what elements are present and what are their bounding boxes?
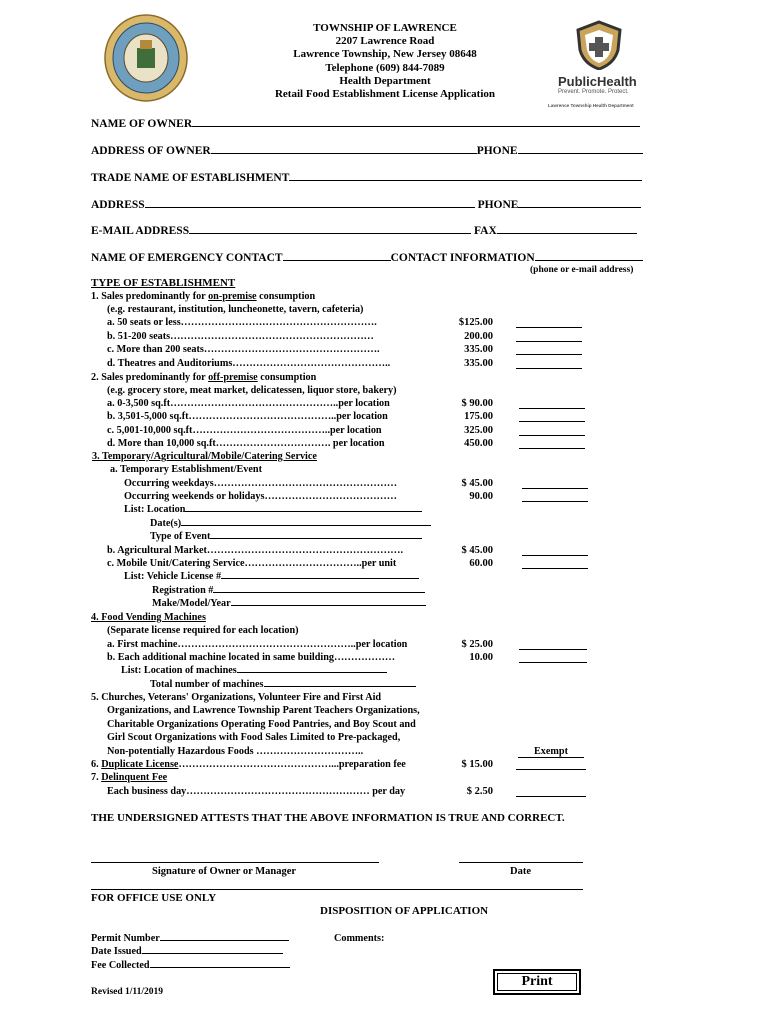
- print-button[interactable]: Print: [493, 969, 581, 995]
- s3-vehicle-label: List: Vehicle License #: [124, 571, 222, 582]
- section-3-title: 3. Temporary/Agricultural/Mobile/Catering Service: [92, 451, 317, 462]
- s1-title-pre: 1. Sales predominantly for: [91, 291, 209, 302]
- owner-name-label: NAME OF OWNER: [91, 118, 193, 130]
- s3-a: a. Temporary Establishment/Event: [110, 464, 262, 475]
- header-city: Lawrence Township, New Jersey 08648: [293, 48, 477, 61]
- s3-make-label: Make/Model/Year: [152, 598, 231, 609]
- owner-address-field[interactable]: [211, 153, 477, 154]
- owner-address-label: ADDRESS OF OWNER: [91, 145, 211, 157]
- s7-price: $ 2.50: [466, 786, 493, 797]
- section-1-eg: (e.g. restaurant, institution, luncheonette, tavern, cafeteria): [107, 304, 364, 315]
- fax-label: FAX: [473, 225, 497, 237]
- header-phone: Telephone (609) 844-7089: [325, 61, 445, 74]
- s2-price-b: 175.00: [464, 411, 493, 422]
- signature-field[interactable]: [91, 862, 379, 863]
- s2-item-a: a. 0-3,500 sq.ft…………………………………………..per location: [107, 398, 390, 409]
- logo-dept: Lawrence Township Health Department: [548, 103, 634, 108]
- office-divider: [91, 889, 583, 890]
- s5-line-1: 5. Churches, Veterans' Organizations, Volunteer Fire and First Aid: [91, 692, 382, 703]
- s2-item-d: d. More than 10,000 sq.ft……………………………. per location: [107, 438, 385, 449]
- s6-num: 6.: [91, 759, 102, 770]
- s3-make-field[interactable]: [231, 605, 426, 606]
- s3-weekdays-fee[interactable]: [522, 488, 588, 489]
- revised-date: Revised 1/11/2019: [91, 987, 164, 997]
- s2-price-a: $ 90.00: [461, 398, 493, 409]
- s1-title-post: consumption: [256, 291, 316, 302]
- s2-price-d: 450.00: [464, 438, 493, 449]
- shield-icon: [574, 20, 624, 70]
- s1-item-b: b. 51-200 seats……………………………………………………: [107, 331, 374, 342]
- s1-fee-c[interactable]: [516, 354, 582, 355]
- phone-label: PHONE: [477, 199, 519, 211]
- s5-line-5: Non-potentially Hazardous Foods …………………………..: [107, 746, 364, 757]
- emergency-label: NAME OF EMERGENCY CONTACT: [91, 252, 283, 264]
- s2-price-c: 325.00: [464, 425, 493, 436]
- public-health-logo: [546, 20, 652, 112]
- permit-field[interactable]: [160, 940, 289, 941]
- s6-rest: ………………………………………...preparation fee: [178, 759, 406, 770]
- trade-name-row: [91, 172, 642, 184]
- logo-tagline: Prevent. Promote. Protect.: [558, 89, 629, 95]
- s2-item-b: b. 3,501-5,000 sq.ft……………………………………..per location: [107, 411, 388, 422]
- owner-phone-field[interactable]: [518, 153, 643, 154]
- fee-collected-label: Fee Collected: [91, 960, 150, 971]
- s3-location-row: [124, 504, 422, 515]
- logo-brand: PublicHealth: [558, 74, 637, 89]
- s3-vehicle-field[interactable]: [221, 578, 419, 579]
- phone-field[interactable]: [518, 207, 641, 208]
- s3-registration-row: [152, 585, 425, 596]
- s4-note: (Separate license required for each location): [107, 625, 299, 636]
- address-field[interactable]: [145, 207, 475, 208]
- header-address: 2207 Lawrence Road: [335, 35, 435, 48]
- owner-address-row: [91, 145, 643, 157]
- s7-fee[interactable]: [516, 796, 586, 797]
- contact-hint: (phone or e-mail address): [530, 265, 634, 275]
- owner-name-field[interactable]: [192, 126, 640, 127]
- s4-list-field[interactable]: [237, 672, 387, 673]
- s2-fee-b[interactable]: [519, 421, 585, 422]
- email-field[interactable]: [189, 233, 471, 234]
- s2-fee-c[interactable]: [519, 435, 585, 436]
- s1-price-c: 335.00: [464, 344, 493, 355]
- date-field[interactable]: [459, 862, 583, 863]
- s4-b-fee[interactable]: [519, 662, 587, 663]
- s1-title-u: on-premise: [208, 291, 257, 302]
- address-row: [91, 199, 641, 211]
- s2-title-u: off-premise: [208, 372, 258, 383]
- comments-label: Comments:: [334, 933, 385, 944]
- s4-b-price: 10.00: [469, 652, 493, 663]
- s3-c-price: 60.00: [469, 558, 493, 569]
- issued-row: [91, 946, 283, 957]
- emergency-row: [91, 252, 643, 264]
- s2-title-pre: 2. Sales predominantly for: [91, 372, 209, 383]
- s3-c: c. Mobile Unit/Catering Service……………………………..per unit: [107, 558, 397, 569]
- s4-total-row: [150, 679, 416, 690]
- s4-total-field[interactable]: [264, 686, 416, 687]
- section-2-title: [91, 372, 316, 383]
- s4-a-price: $ 25.00: [461, 639, 493, 650]
- s5-line-3: Charitable Organizations Operating Food Pantries, and Boy Scout and: [107, 719, 416, 730]
- email-label: E-MAIL ADDRESS: [91, 225, 190, 237]
- header-dept: Health Department: [339, 74, 431, 87]
- s3-type-label: Type of Event: [150, 531, 211, 542]
- s6-title: Duplicate License: [101, 759, 179, 770]
- s7-num: 7.: [91, 772, 102, 783]
- fax-field[interactable]: [497, 233, 637, 234]
- section-7: [91, 772, 167, 783]
- s3-weekends-fee[interactable]: [522, 501, 588, 502]
- permit-label: Permit Number: [91, 933, 160, 944]
- s6-fee[interactable]: [516, 769, 586, 770]
- fee-collected-row: [91, 960, 290, 971]
- s2-fee-d[interactable]: [519, 448, 585, 449]
- section-6: [91, 759, 406, 770]
- s1-item-c: c. More than 200 seats…………………………………………….: [107, 344, 380, 355]
- owner-name-row: [91, 118, 640, 130]
- s3-dates-field[interactable]: [181, 525, 431, 526]
- s4-list-row: [121, 665, 387, 676]
- s2-title-post: consumption: [257, 372, 317, 383]
- s7-title: Delinquent Fee: [101, 772, 168, 783]
- issued-field[interactable]: [142, 953, 283, 954]
- s1-price-d: 335.00: [464, 358, 493, 369]
- s3-type-field[interactable]: [210, 538, 422, 539]
- s3-dates-label: Date(s): [150, 518, 182, 529]
- contact-info-label: CONTACT INFORMATION: [390, 252, 535, 264]
- s4-total-label: Total number of machines: [150, 679, 264, 690]
- trade-name-label: TRADE NAME OF ESTABLISHMENT: [91, 172, 290, 184]
- s4-b: b. Each additional machine located in same building………………: [107, 652, 396, 663]
- s4-title-text: 4. Food Vending Machines: [91, 612, 206, 623]
- s5-line-4: Girl Scout Organizations with Food Sales Limited to Pre-packaged,: [107, 732, 401, 743]
- type-heading: TYPE OF ESTABLISHMENT: [91, 277, 236, 289]
- s3-weekdays: Occurring weekdays………………………………………………: [124, 478, 398, 489]
- s5-line-2: Organizations, and Lawrence Township Parent Teachers Organizations,: [107, 705, 420, 716]
- s1-fee-b[interactable]: [516, 341, 582, 342]
- s3-b: b. Agricultural Market………………………………………………….: [107, 545, 403, 556]
- section-1-title: [91, 291, 315, 302]
- s3-weekends-price: 90.00: [469, 491, 493, 502]
- signature-label: Signature of Owner or Manager: [152, 866, 297, 877]
- section-4-title: [91, 612, 206, 623]
- owner-phone-label: PHONE: [476, 145, 518, 157]
- s3-b-fee[interactable]: [522, 555, 588, 556]
- issued-label: Date Issued: [91, 946, 142, 957]
- attest-statement: THE UNDERSIGNED ATTESTS THAT THE ABOVE INFORMATION IS TRUE AND CORRECT.: [91, 812, 565, 824]
- s3-registration-field[interactable]: [213, 592, 425, 593]
- s1-fee-a[interactable]: [516, 327, 582, 328]
- section-2-eg: (e.g. grocery store, meat market, delicatessen, liquor store, bakery): [107, 385, 397, 396]
- s3-make-row: [152, 598, 426, 609]
- s1-price-a: $125.00: [458, 317, 493, 328]
- s3-location-label: List: Location: [124, 504, 186, 515]
- s1-item-a: a. 50 seats or less………………………………………………….: [107, 317, 377, 328]
- contact-info-field[interactable]: [535, 260, 643, 261]
- s4-list-label: List: Location of machines: [121, 665, 237, 676]
- address-label: ADDRESS: [91, 199, 145, 211]
- s3-c-fee[interactable]: [522, 568, 588, 569]
- trade-name-field[interactable]: [289, 180, 642, 181]
- s2-fee-a[interactable]: [519, 408, 585, 409]
- form-header: [250, 22, 520, 101]
- header-title: TOWNSHIP OF LAWRENCE: [313, 22, 457, 34]
- s1-price-b: 200.00: [464, 331, 493, 342]
- fee-collected-field[interactable]: [150, 967, 290, 968]
- s3-type-row: [150, 531, 422, 542]
- s7-line: Each business day……………………………………………… per day: [107, 786, 406, 797]
- s3-weekdays-price: $ 45.00: [461, 478, 493, 489]
- s3-dates-row: [150, 518, 431, 529]
- s4-a: a. First machine……………………………………………..per location: [107, 639, 408, 650]
- s4-a-fee[interactable]: [519, 649, 587, 650]
- s5-exempt: Exempt: [518, 746, 584, 758]
- date-label: Date: [510, 866, 531, 877]
- disposition-heading: DISPOSITION OF APPLICATION: [320, 905, 489, 917]
- s3-b-price: $ 45.00: [461, 545, 493, 556]
- emergency-field[interactable]: [283, 260, 391, 261]
- s3-location-field[interactable]: [185, 511, 422, 512]
- s2-item-c: c. 5,001-10,000 sq.ft…………………………………..per location: [107, 425, 382, 436]
- s3-vehicle-row: [124, 571, 419, 582]
- s3-weekends: Occurring weekends or holidays…………………………………: [124, 491, 397, 502]
- s3-registration-label: Registration #: [152, 585, 214, 596]
- township-seal-logo: [104, 14, 188, 102]
- s6-price: $ 15.00: [461, 759, 493, 770]
- header-form-title: Retail Food Establishment License Application: [274, 88, 496, 101]
- email-row: [91, 225, 637, 237]
- s1-item-d: d. Theatres and Auditoriums………………………………………..: [107, 358, 391, 369]
- permit-row: [91, 933, 289, 944]
- office-use-heading: FOR OFFICE USE ONLY: [91, 892, 217, 904]
- s1-fee-d[interactable]: [516, 368, 582, 369]
